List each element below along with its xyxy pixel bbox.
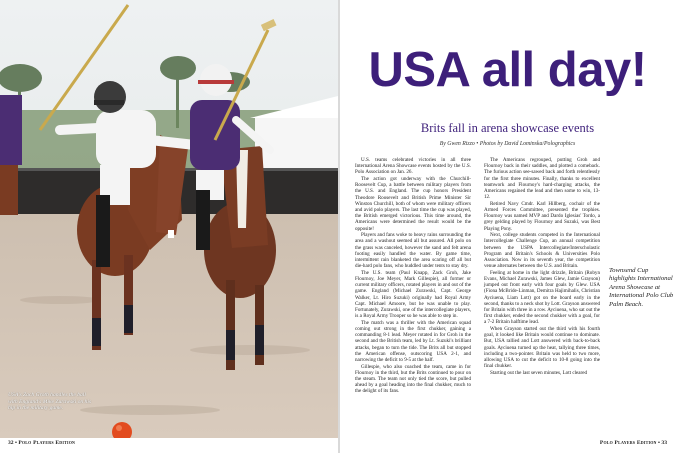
right-page-footer (600, 440, 667, 446)
article-byline: By Gwen Rizzo • Photos by David Lominska/Polographics (439, 141, 576, 147)
paragraph: Players and fans woke to heavy rains surrounding the area and a washout seemed all but assured. All polo on the grass was canceled, however the sand and felt arena footing easily handled the water. By game time, intermittent rain blanketed the area scaring off all but die-hard polo fans, who huddled under tents to stay dry. (355, 232, 471, 270)
paragraph: The match was a thriller with the American squad coming out strong in the first chukker, gaining a commanding 8-1 lead. Meyer rotated in for Groh in the second and the British team, led by Lt. Suzuki's brilliant attacks, began to turn the tide. The Brits all but stopped the American offense, outscoring USA 2-1, and narrowing the deficit to 9-5 at the half. (355, 319, 471, 364)
right-footer-publication: Polo Players Edition (599, 440, 657, 446)
left-footer-separator: • (15, 440, 19, 446)
paragraph: Next, college students competed in the International Intercollegiate Challenge Cup, an annual competition between the USPA Intercollegiate/Interscholastic Program and Britain's Schools & Universities Polo Association. Now in its seventh year, the competition venue alternates between the U.S. and Britain. (484, 232, 600, 270)
paragraph: The Americans regrouped, putting Groh and Flournoy back in their saddles, and plotted a comeback. The furious action see-sawed back and forth relentlessly for the first three minutes. Finally, thanks to excellent teamwork and Flournoy's hard-charging attacks, the Americans regained the lead and then some to win, 13-12. (484, 157, 600, 201)
pull-caption: Townsend Cup highlights International Arena Showcase at International Polo Club Palm Beach. (609, 267, 674, 308)
photo-illustration (0, 0, 338, 438)
polo-players-photo (0, 0, 338, 438)
left-page-number: 32 (8, 440, 14, 446)
article-column-2 (484, 157, 600, 376)
article-column-1 (355, 157, 471, 395)
paragraph: Starting out the last seven minutes, Lott cleared (490, 369, 588, 376)
paragraph: Feeling at home in the light drizzle, Britain (Robyn Evans, Michael Zurawski, James Glew, Jamie Grayson) jumped out front early with four goals by Glew. USA (Fiona McBride-Linman, Demitra Hajimihalis, Christian Ayciuena, Liam Lott) got on the board early in the second, thanks to a neck shot by Lott. Grayson answered for Britain with three in a row. Ayciuena, who sat out the first chukker, ended the second chukker with a goal, for a 7-2 Britain halftime lead. (484, 269, 600, 326)
photo-caption: USA's Zach Groth handles the ball with England's Mike Zurawski on his hip in the military game. (8, 392, 92, 412)
article-headline: USA all day! (368, 43, 647, 97)
left-footer-publication: Polo Players Edition (18, 440, 76, 446)
article-deck: Brits fall in arena showcase events (420, 121, 595, 135)
paragraph: The U.S. team (Paul Knapp, Zack Groh, Jake Flournoy, Joe Meyer, Mark Gillespie), all former or current military officers, rotated players in and out of the game. England (Michael Zurawski, Capt. George Walker, Lt. Hiro Suzuki) originally had Royal Army Capt. Michael Amoore, but he was unable to play. Fortunately, Zurawski, one of the intercollegiate players, is a Royal Army Trooper so he was able to step in. (355, 269, 471, 320)
paragraph: U.S. teams celebrated victories in all three International Arena Showcase events hosted by the U.S. Polo Association on Jan. 26. (355, 157, 471, 176)
paragraph: Gillespie, who also coached the team, came in for Flournoy in the third, but the Brits continued to pour on the steam. The team not only tied the score, but pulled ahead by a goal heading into the final chukker, much to the delight of its fans. (355, 363, 471, 395)
right-footer-separator: • (658, 440, 662, 446)
left-page-footer (8, 440, 75, 446)
paragraph: The action got underway with the Churchill-Roosevelt Cup, a battle between military players from the U.S. and England. The cup honors President Theodore Roosevelt and British Prime Minister Sir Winston Churchill, both of whom were military officers and avid polo players. The last time the cup was played, the British emerged victorious. This time around, the Americans were determined the result would be the opposite! (355, 176, 471, 232)
right-page-number: 33 (661, 440, 667, 446)
paragraph: When Grayson started out the third with his fourth goal, it looked like Britain would continue to dominate. But, USA rallied and Lott answered with back-to-back goals. Ayciuena turned up the heat, tallying three times, including a two-pointer. Britain was held to two more, allowing USA to cut the deficit to 10-8 going into the final chukker. (484, 326, 600, 370)
paragraph: Retired Navy Cmdr. Karl Hillberg, cochair of the Armed Forces Committee, presented the trophies. Flournoy was named MVP and Dardo Iglesias' Tordo, a grey gelding played by Flournoy and Suzuki, was Best Playing Pony. (484, 200, 600, 232)
